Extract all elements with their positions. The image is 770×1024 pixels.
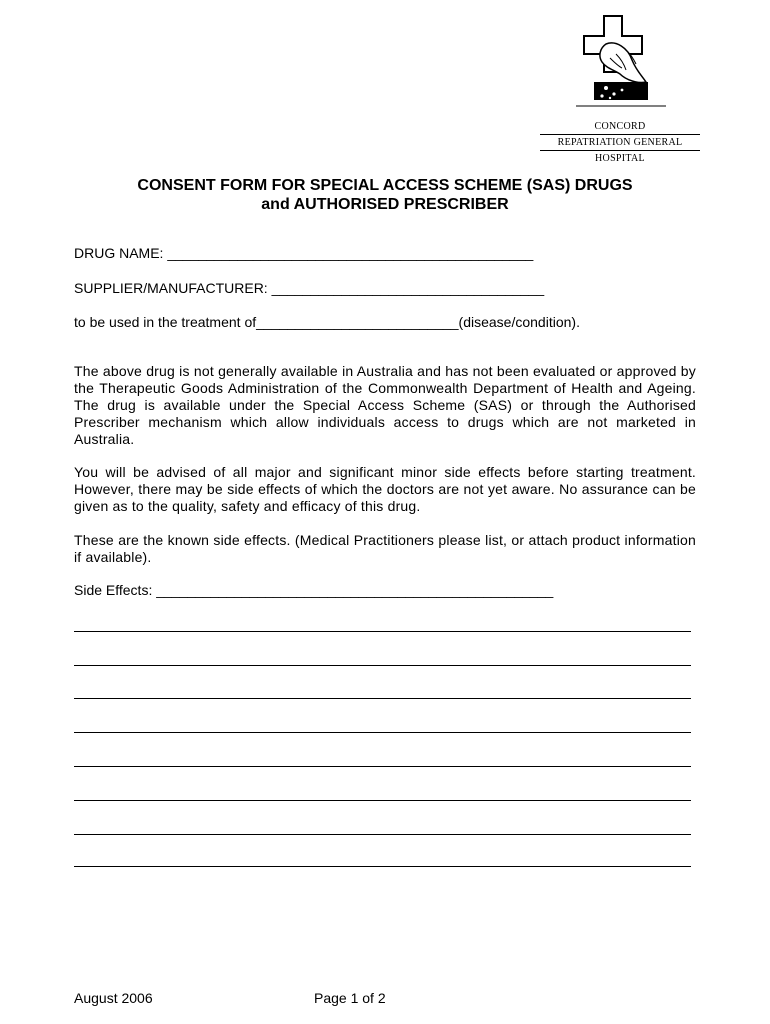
blank-line[interactable] <box>74 800 691 801</box>
blank-line[interactable] <box>74 732 691 733</box>
blank-line[interactable] <box>74 665 691 666</box>
blank-line[interactable] <box>74 834 691 835</box>
logo-divider <box>540 150 700 151</box>
treatment-field[interactable]: to be used in the treatment of__________________________(disease/condition). <box>74 314 580 330</box>
paragraph-availability: The above drug is not generally available in Australia and has not been evaluated or approved by the Therapeutic Goods Administration of the Commonwealth Department of Health and Ageing. The drug is available under the Special Access Scheme (SAS) or through the Authorised Prescriber mechanism which allow individuals access to drugs which are not marketed in Australia. <box>74 363 696 447</box>
hospital-logo <box>540 14 700 165</box>
logo-line-repatriation: REPATRIATION GENERAL <box>557 137 683 148</box>
paragraph-side-effects-advice: You will be advised of all major and significant minor side effects before starting treatment. However, there may be side effects of which the doctors are not yet aware. No assurance can be given as to the quality, safety and efficacy of this drug. <box>74 464 696 514</box>
hospital-emblem-icon <box>576 14 666 110</box>
footer-date: August 2006 <box>74 990 153 1006</box>
supplier-field[interactable]: SUPPLIER/MANUFACTURER: ___________________________________ <box>74 280 545 296</box>
blank-line[interactable] <box>74 698 691 699</box>
form-title <box>0 176 770 214</box>
form-title-line1: CONSENT FORM FOR SPECIAL ACCESS SCHEME (SAS) DRUGS <box>137 177 633 194</box>
logo-divider <box>540 134 700 135</box>
blank-line[interactable] <box>74 766 691 767</box>
logo-line-concord: CONCORD <box>594 121 646 132</box>
logo-line-hospital: HOSPITAL <box>595 153 645 164</box>
paragraph-known-side-effects: These are the known side effects. (Medical Practitioners please list, or attach product information if available). <box>74 532 696 565</box>
blank-line[interactable] <box>74 631 691 632</box>
blank-line[interactable] <box>74 866 691 867</box>
drug-name-field[interactable]: DRUG NAME: _______________________________________________ <box>74 245 534 261</box>
side-effects-field[interactable]: Side Effects: ___________________________________________________ <box>74 582 554 598</box>
form-title-line2: and AUTHORISED PRESCRIBER <box>261 196 509 213</box>
footer-page-number: Page 1 of 2 <box>314 990 386 1006</box>
